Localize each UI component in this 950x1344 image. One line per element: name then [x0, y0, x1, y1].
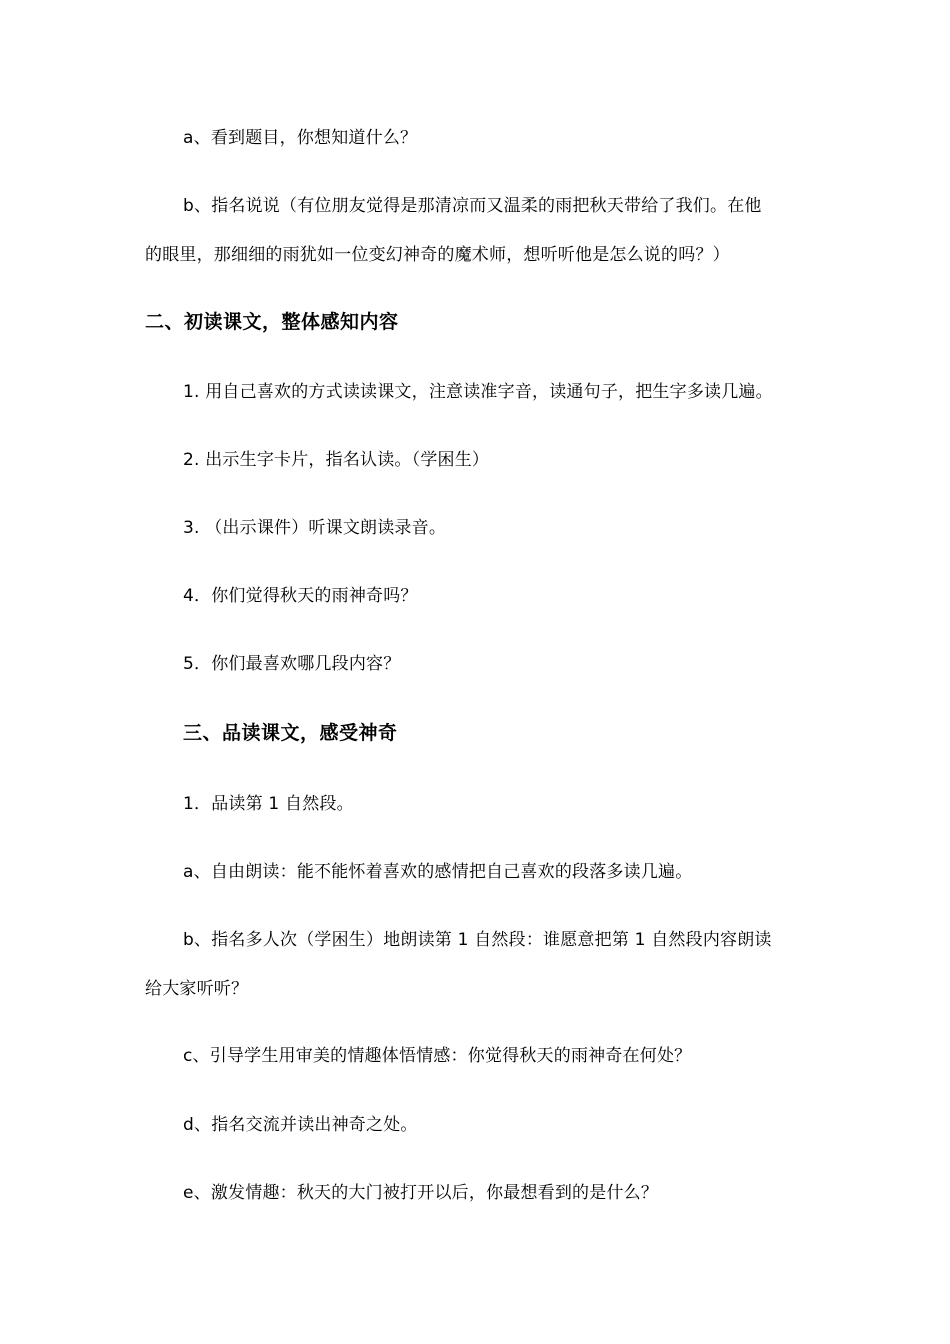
step-d-line: d、指名交流并读出神奇之处。	[183, 1115, 418, 1135]
step-b-line-1: b、指名多人次（学困生）地朗读第 1 自然段：谁愿意把第 1 自然段内容朗读	[183, 930, 772, 950]
list-item-2: 2. 出示生字卡片，指名认读。（学困生）	[183, 450, 490, 470]
list-item-5: 5．你们最喜欢哪几段内容？	[183, 654, 401, 674]
step-a-line: a、自由朗读：能不能怀着喜欢的感情把自己喜欢的段落多读几遍。	[183, 862, 693, 882]
step-e-line: e、激发情趣：秋天的大门被打开以后，你最想看到的是什么？	[183, 1183, 659, 1203]
section-heading-2: 二、初读课文，整体感知内容	[145, 311, 399, 333]
step-c-line: c、引导学生用审美的情趣体悟情感：你觉得秋天的雨神奇在何处？	[183, 1046, 692, 1066]
paragraph-b-line-2: 的眼里，那细细的雨犹如一位变幻神奇的魔术师，想听听他是怎么说的吗？）	[145, 245, 730, 265]
step-b-line-2: 给大家听听？	[145, 979, 249, 999]
list-item-3: 3. （出示课件）听课文朗读录音。	[183, 518, 447, 538]
list-item-1: 1. 用自己喜欢的方式读读课文，注意读准字音，读通句子，把生字多读几遍。	[183, 382, 773, 402]
paragraph-b-line-1: b、指名说说（有位朋友觉得是那清凉而又温柔的雨把秋天带给了我们。在他	[183, 196, 762, 216]
subsection-item-1: 1．品读第 1 自然段。	[183, 794, 354, 814]
paragraph-a-line: a、看到题目，你想知道什么？	[183, 128, 418, 148]
list-item-4: 4．你们觉得秋天的雨神奇吗？	[183, 586, 418, 606]
section-heading-3: 三、品读课文，感受神奇	[183, 722, 398, 744]
